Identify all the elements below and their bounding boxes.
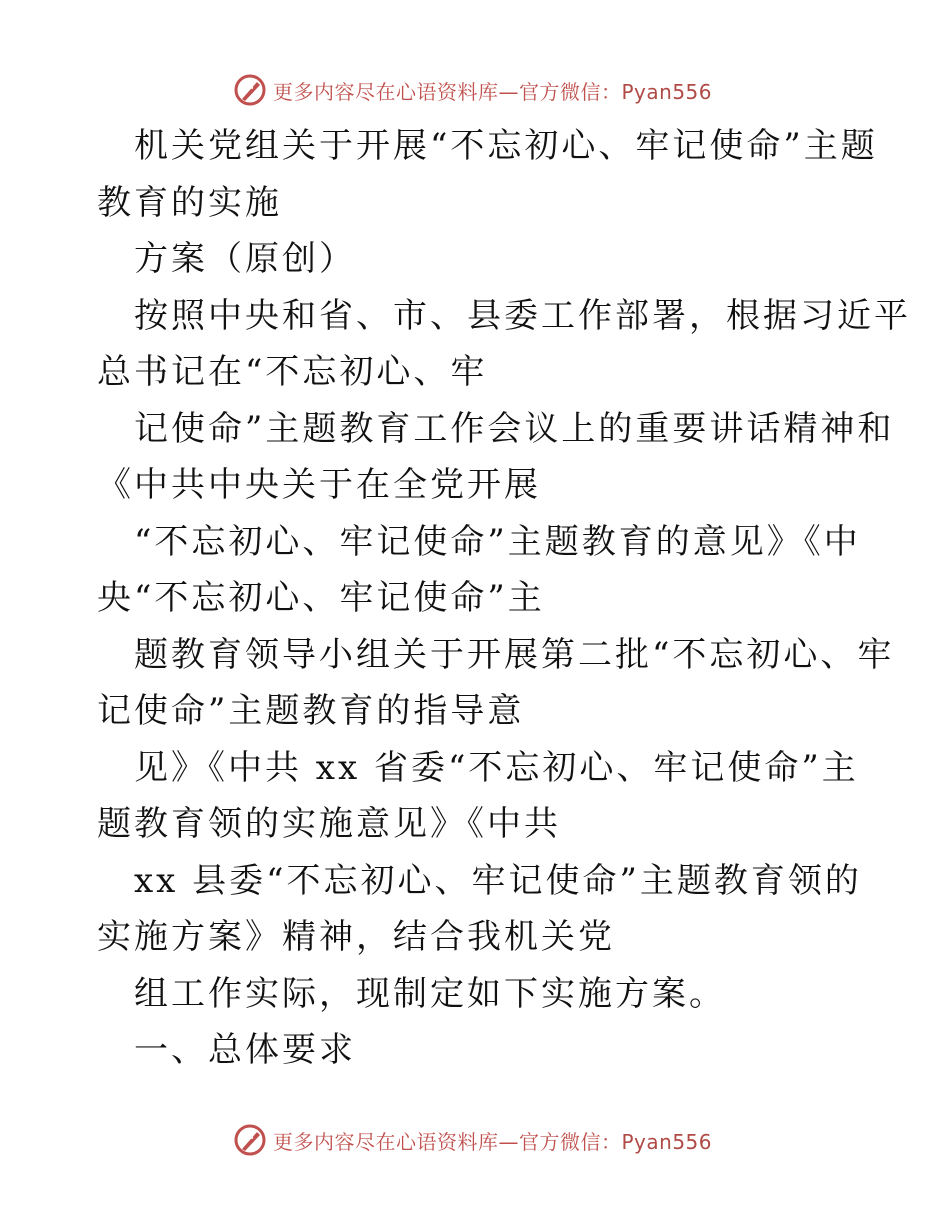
paragraph-line: 题教育领的实施意见》《中共	[97, 804, 561, 844]
watermark-text: 更多内容尽在心语资料库—官方微信：Pyan556	[273, 79, 713, 104]
paragraph-line: 《中共中央关于在全党开展	[97, 465, 541, 505]
quill-pen-logo-icon	[233, 1123, 267, 1157]
paragraph-line: 记使命”主题教育的指导意	[97, 691, 525, 731]
doc-title-line-3: 方案（原创）	[134, 239, 356, 279]
paragraph-line: 央“不忘初心、牢记使命”主	[97, 578, 545, 618]
paragraph-line: 按照中央和省、市、县委工作部署，根据习近平	[134, 295, 911, 336]
header-watermark-banner	[233, 70, 712, 110]
paragraph-line: 记使命”主题教育工作会议上的重要讲话精神和	[134, 408, 895, 449]
paragraph-line: 题教育领导小组关于开展第二批“不忘初心、牢	[134, 634, 895, 675]
footer-watermark-banner	[233, 1120, 712, 1160]
watermark-text: 更多内容尽在心语资料库—官方微信：Pyan556	[273, 1129, 713, 1154]
paragraph-line: 组工作实际，现制定如下实施方案。	[134, 973, 726, 1014]
paragraph-line: xx 县委“不忘初心、牢记使命”主题教育领的	[134, 860, 862, 901]
paragraph-line: “不忘初心、牢记使命”主题教育的意见》《中	[134, 521, 861, 562]
quill-pen-logo-icon	[233, 73, 267, 107]
document-body	[97, 118, 911, 1079]
doc-title-line-1: 机关党组关于开展“不忘初心、牢记使命”主题	[134, 126, 878, 166]
paragraph-line: 总书记在“不忘初心、牢	[97, 352, 488, 392]
paragraph-line: 实施方案》精神，结合我机关党	[97, 917, 615, 957]
section-heading: 一、总体要求	[134, 1030, 356, 1070]
paragraph-line: 见》《中共 xx 省委“不忘初心、牢记使命”主	[134, 747, 859, 788]
doc-title-line-2: 教育的实施	[97, 182, 282, 223]
